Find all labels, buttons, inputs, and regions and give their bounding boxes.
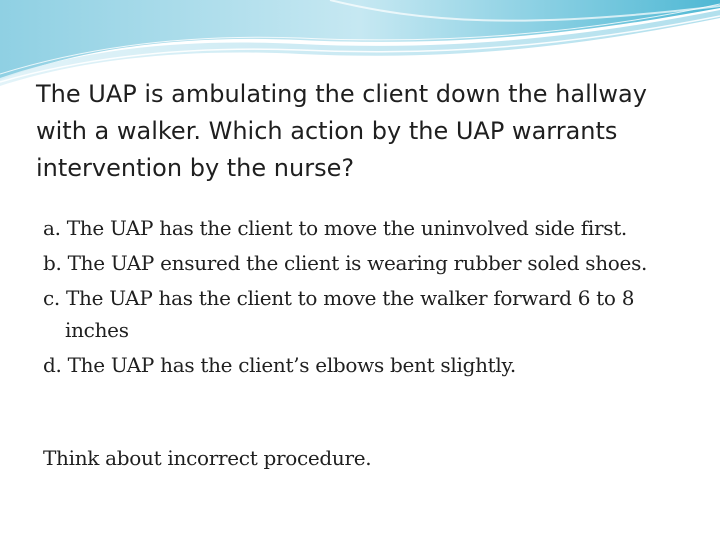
answer-options-list	[43, 212, 693, 384]
hint-text: Think about incorrect procedure.	[43, 446, 372, 470]
option-b: b. The UAP ensured the client is wearing rubber soled shoes.	[43, 251, 648, 275]
option-d: d. The UAP has the client’s elbows bent slightly.	[43, 353, 516, 377]
option-a: a. The UAP has the client to move the uninvolved side first.	[43, 216, 627, 240]
option-c: c. The UAP has the client to move the walker forward 6 to 8 inches	[43, 286, 635, 342]
question-title: The UAP is ambulating the client down the hallway with a walker. Which action by the UAP warrants intervention by the nurse?	[36, 80, 647, 182]
